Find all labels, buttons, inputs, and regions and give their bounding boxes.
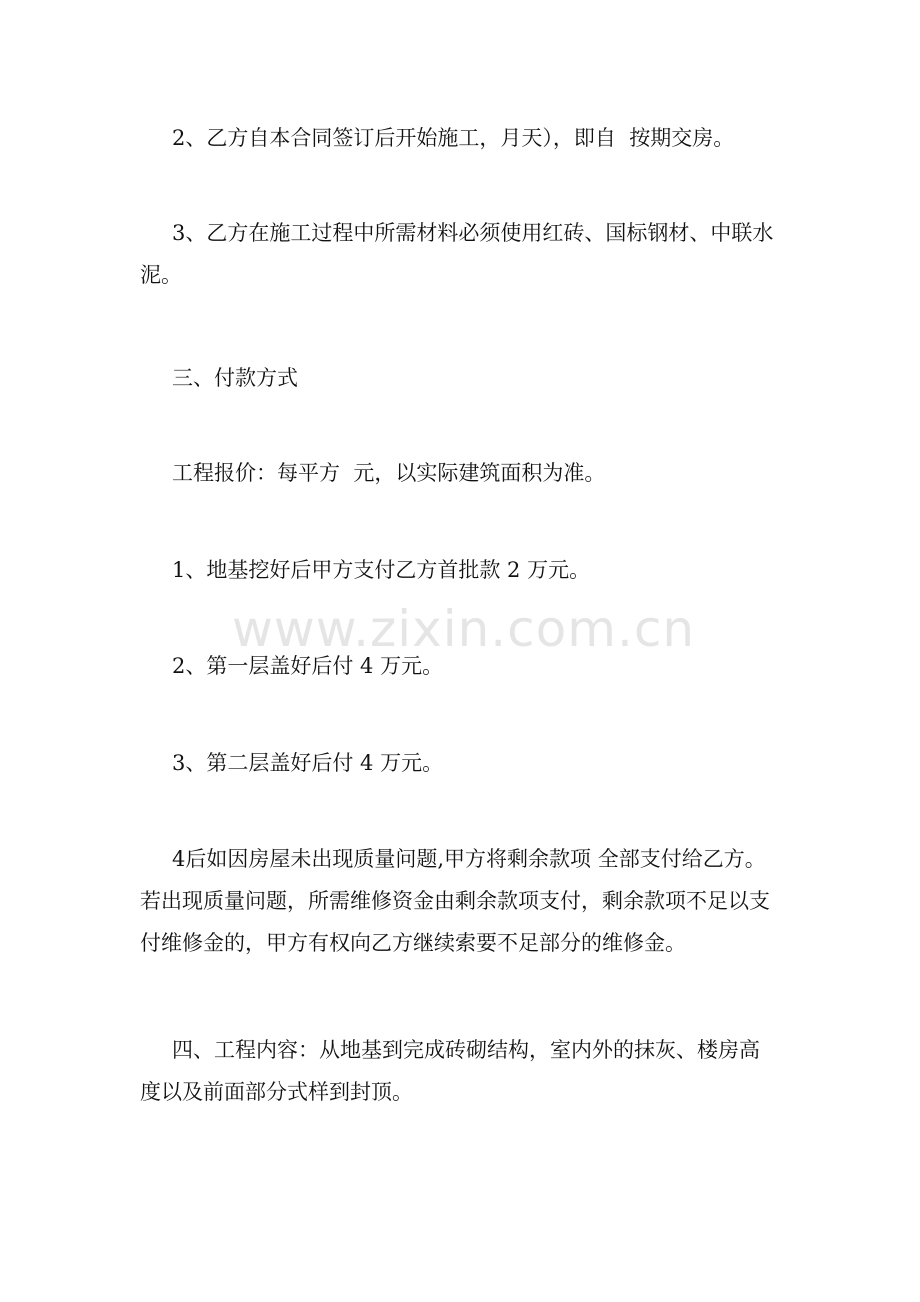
paragraph-payment-2: 2、第一层盖好后付 4 万元。 bbox=[172, 654, 444, 678]
paragraph-materials: 3、乙方在施工过程中所需材料必须使用红砖、国标钢材、中联水泥。 bbox=[140, 221, 774, 287]
paragraph-remaining-payment: 4后如因房屋未出现质量问题,甲方将剩余款项 全部支付给乙方。若出现质量问题，所需维修资金由剩余款项支付，剩余款项不足以支付维修金的，甲方有权向乙方继续索要不足部分的维修金。 bbox=[140, 847, 770, 955]
section-heading-payment: 三、付款方式 bbox=[172, 366, 298, 390]
paragraph-quote: 工程报价：每平方 元，以实际建筑面积为准。 bbox=[172, 461, 606, 485]
paragraph-delivery-schedule: 2、乙方自本合同签订后开始施工，月天），即自 按期交房。 bbox=[172, 126, 735, 150]
watermark: www.zixin.com.cn bbox=[232, 600, 696, 658]
section-heading-work-content: 四、工程内容：从地基到完成砖砌结构，室内外的抹灰、楼房高度以及前面部分式样到封顶。 bbox=[140, 1038, 760, 1104]
paragraph-payment-3: 3、第二层盖好后付 4 万元。 bbox=[172, 751, 444, 775]
paragraph-payment-1: 1、地基挖好后甲方支付乙方首批款 2 万元。 bbox=[172, 558, 591, 582]
